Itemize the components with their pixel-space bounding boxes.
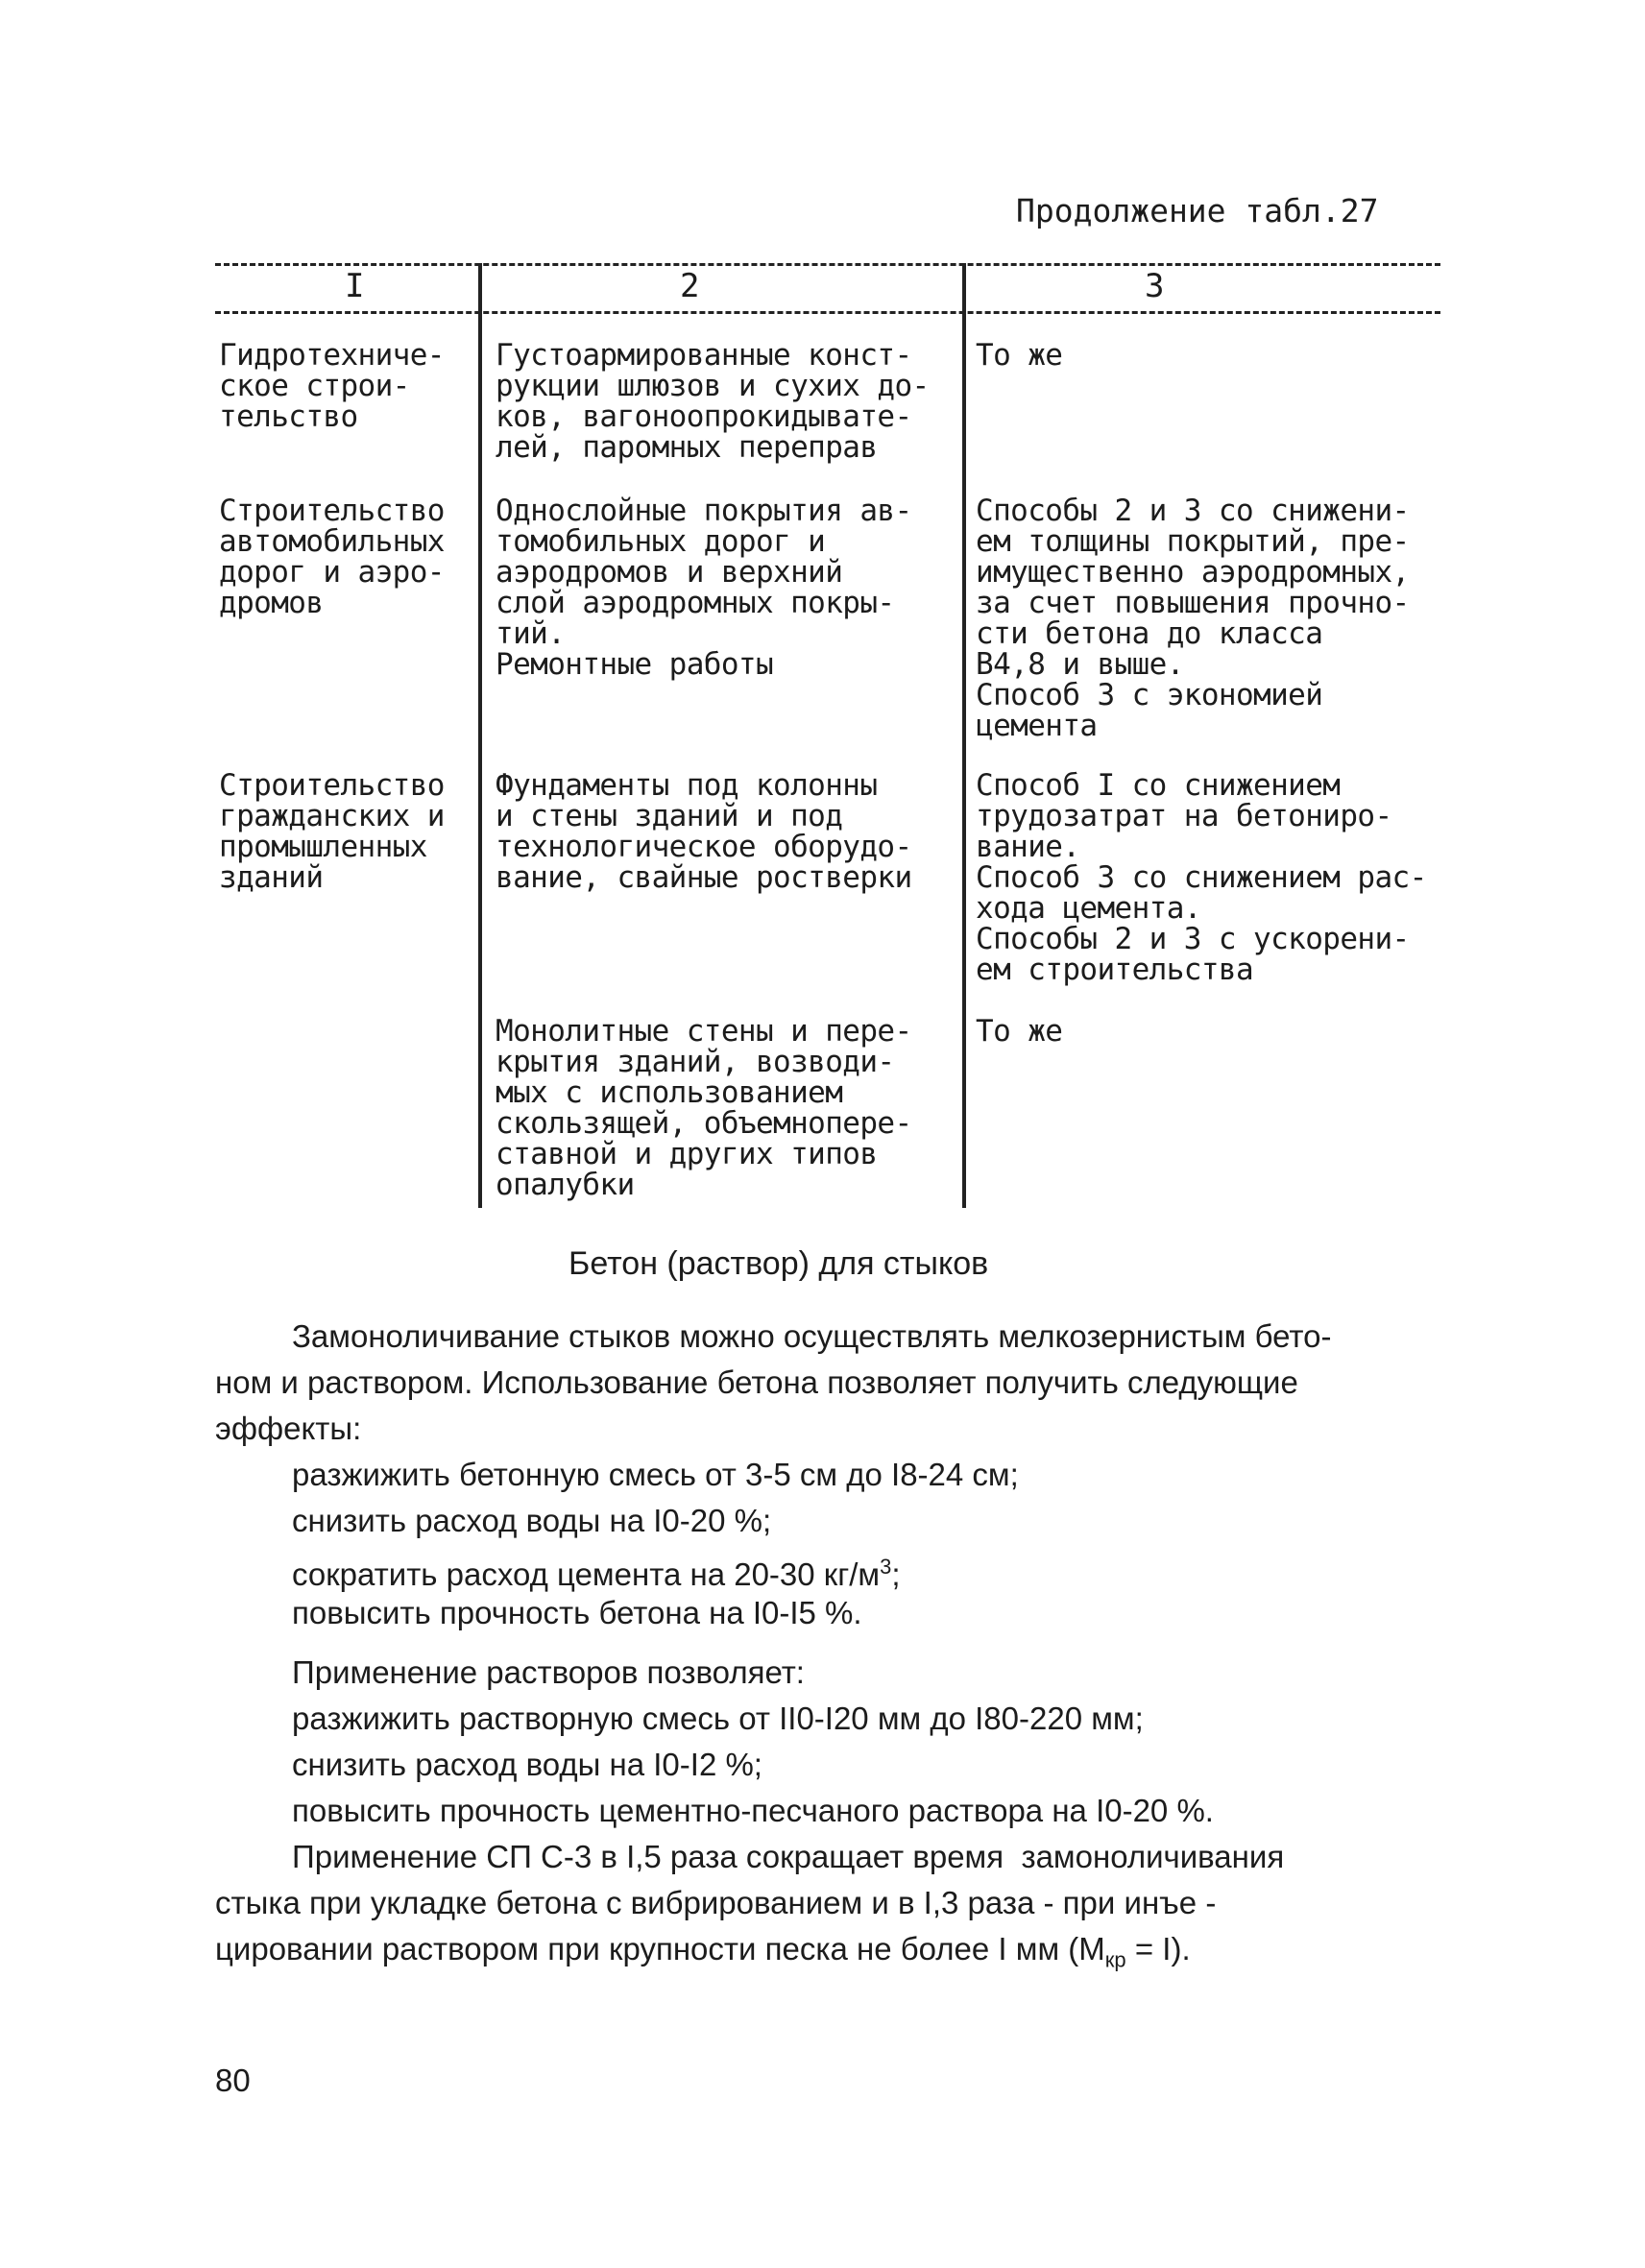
paragraph-line — [215, 1926, 1191, 1984]
page-number: 80 — [215, 2063, 251, 2098]
table-cell: Фундаменты под колонны и стены зданий и под технологическое оборудо- вание, свайные ростверки — [496, 768, 912, 895]
table — [215, 257, 1440, 1208]
list-item: повысить прочность цементно-песчаного раствора на I0-20 %. — [292, 1793, 1214, 1828]
list-item-text: сократить расход цемента на 20-30 кг/м — [292, 1556, 881, 1592]
superscript: 3 — [880, 1555, 892, 1579]
table-cell: Строительство гражданских и промышленных зданий — [219, 768, 445, 895]
table-cell: Способ I со снижением трудозатрат на бетониро- вание. Способ 3 со снижением рас- хода цемента. Способы 2 и 3 с ускорени- ем строительства — [976, 768, 1427, 987]
list-item: снизить расход воды на I0-I2 %; — [292, 1747, 762, 1782]
section-title: Бетон (раствор) для стыков — [568, 1245, 989, 1282]
list-item: разжижить растворную смесь от II0-I20 мм до I80-220 мм; — [292, 1701, 1144, 1736]
column-separator-1 — [478, 263, 482, 1208]
table-cell: Монолитные стены и пере- крытия зданий, возводи- мых с использованием скользящей, объемнопере- ставной и других типов опалубки — [496, 1014, 912, 1202]
paragraph-text: цировании раствором при крупности песка не более I мм (М — [215, 1931, 1105, 1966]
paragraph-line: ном и раствором. Использование бетона позволяет получить следующие — [215, 1364, 1298, 1400]
paragraph-line: Замоноличивание стыков можно осуществлять мелкозернистым бето- — [292, 1318, 1332, 1354]
list-item-text: ; — [891, 1556, 901, 1592]
table-cell: Гидротехниче- ское строи- тельство — [219, 338, 445, 434]
table-cell: То же — [976, 1014, 1063, 1049]
paragraph-line: Применение СП С-3 в I,5 раза сокращает время замоноличивания — [292, 1839, 1285, 1874]
table-cell: Способы 2 и 3 со снижени- ем толщины покрытий, пре- имущественно аэродромных, за счет повышения прочно- сти бетона до класса В4,8 и выше. Способ 3 с экономией цемента — [976, 494, 1410, 743]
column-header-3: 3 — [1145, 267, 1165, 305]
list-item: повысить прочность бетона на I0-I5 %. — [292, 1595, 862, 1630]
paragraph-text: = I). — [1125, 1931, 1191, 1966]
column-separator-2 — [962, 263, 966, 1208]
table-top-rule — [215, 263, 1440, 266]
table-cell: Строительство автомобильных дорог и аэро- дромов — [219, 494, 445, 620]
paragraph-line: Применение растворов позволяет: — [292, 1654, 805, 1690]
table-cell: Однослойные покрытия ав- томобильных дорог и аэродромов и верхний слой аэродромных покры- тий. Ремонтные работы — [496, 494, 912, 682]
paragraph-line: эффекты: — [215, 1411, 362, 1446]
column-header-2: 2 — [680, 267, 700, 305]
list-item: снизить расход воды на I0-20 %; — [292, 1503, 772, 1538]
table-continuation-label: Продолжение табл.27 — [1016, 192, 1379, 229]
table-cell: Густоармированные конст- рукции шлюзов и сухих до- ков, вагоноопрокидывате- лей, паромных переправ — [496, 338, 930, 465]
paragraph-line: стыка при укладке бетона с вибрированием и в I,3 раза - при инъе - — [215, 1885, 1217, 1920]
list-item: разжижить бетонную смесь от 3-5 см до I8-24 см; — [292, 1457, 1019, 1492]
table-cell: То же — [976, 338, 1063, 373]
table-header-bottom-rule — [215, 311, 1440, 314]
subscript: кр — [1104, 1947, 1126, 1972]
column-header-1: I — [345, 267, 365, 305]
